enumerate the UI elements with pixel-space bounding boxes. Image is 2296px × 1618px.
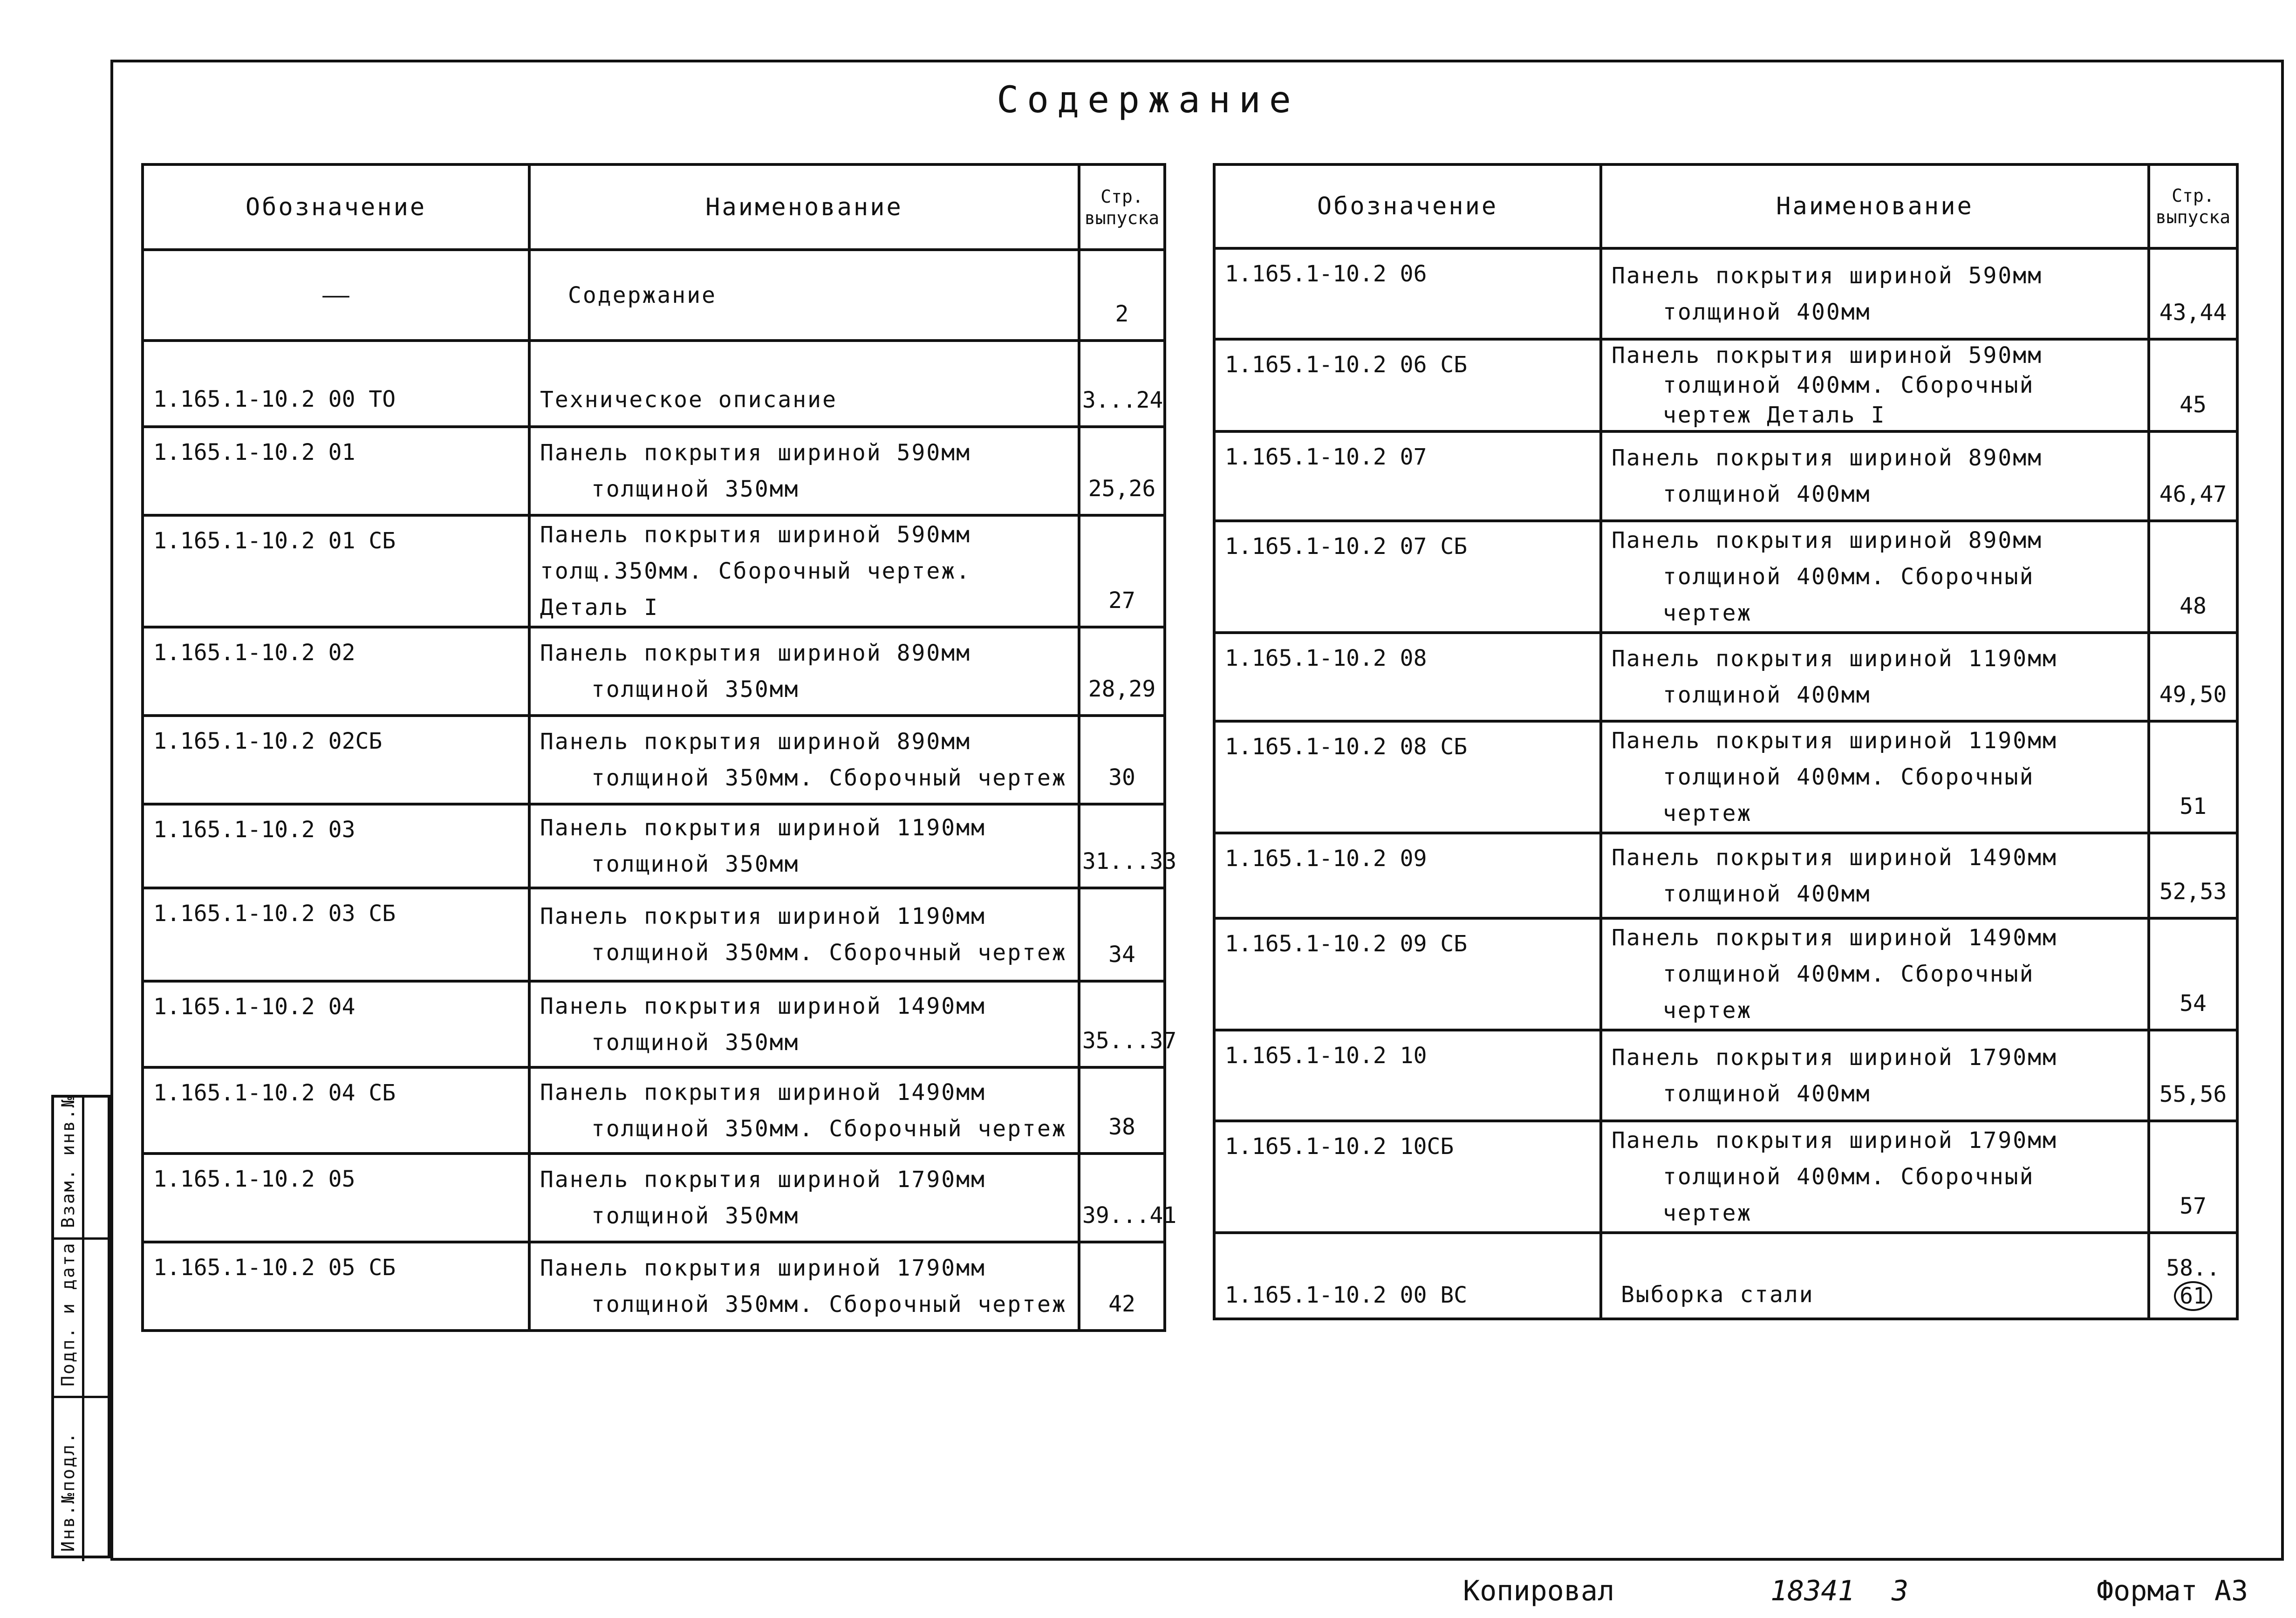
row-name [529,627,1079,716]
table-row [1214,339,2237,431]
table-row [143,341,1165,427]
row-name [1601,833,2149,918]
header-designation: Обозначение [143,164,529,250]
row-code: 1.165.1-10.2 01 [143,427,529,515]
row-code: 1.165.1-10.2 02СБ [143,716,529,804]
header-designation: Обозначение [1214,164,1601,248]
row-name-line2: толщиной 400мм [1663,682,1871,708]
row-name-line1: Техническое описание [540,387,837,413]
row-code: 1.165.1-10.2 05 [143,1154,529,1242]
row-name-line2: толщиной 400мм [1663,881,1871,907]
row-code: 1.165.1-10.2 09 [1214,833,1601,918]
table-row [143,1067,1165,1154]
table-row [143,1242,1165,1331]
row-name-line1: Панель покрытия шириной 890мм [1612,527,2043,553]
side-stamp-row-divider [54,1237,113,1240]
row-name [529,341,1079,427]
row-page: 43,44 [2149,248,2237,339]
row-page: 51 [2149,721,2237,833]
row-name [529,515,1079,627]
row-code: 1.165.1-10.2 03 [143,804,529,888]
row-page: 27 [1079,515,1165,627]
row-name-line1: Панель покрытия шириной 890мм [540,640,971,666]
footer-number: 18341 [1770,1575,1855,1607]
row-name-line2: толщиной 350мм [591,1029,800,1056]
row-name [529,1154,1079,1242]
row-name-line1: Панель покрытия шириной 1790мм [540,1167,986,1193]
contents-table-left [141,163,1177,1332]
row-code: 1.165.1-10.2 07 СБ [1214,521,1601,633]
row-name-line1: Панель покрытия шириной 890мм [1612,445,2043,471]
row-page: 28,29 [1079,627,1165,716]
header-page: Стр. выпуска [2149,164,2237,248]
table-row [1214,1030,2237,1121]
table-row [143,981,1165,1067]
row-code: 1.165.1-10.2 08 СБ [1214,721,1601,833]
row-page: 31...33 [1079,804,1165,888]
row-code: 1.165.1-10.2 06 [1214,248,1601,339]
row-page: 2 [1079,250,1165,341]
row-name [1601,633,2149,721]
table-row [1214,721,2237,833]
row-name-line2: толщиной 350мм [591,676,800,703]
row-name-line2: толщиной 400мм [1663,1080,1871,1107]
table-row [143,1154,1165,1242]
footer-sheet: 3 [1892,1575,1909,1607]
row-name-line1: Панель покрытия шириной 1490мм [540,1079,986,1106]
side-stamp-row-divider [54,1396,113,1398]
row-name-line1: Панель покрытия шириной 1190мм [1612,646,2057,672]
row-name-line1: Выборка стали [1621,1282,1814,1308]
table-row [143,515,1165,627]
row-code: 1.165.1-10.2 08 [1214,633,1601,721]
row-name-line2: толщиной 400мм [1663,299,1871,325]
header-name: Наименование [529,164,1079,250]
row-name [529,981,1079,1067]
row-name [1601,248,2149,339]
row-name [529,250,1079,341]
row-code: 1.165.1-10.2 09 СБ [1214,918,1601,1030]
row-name [529,716,1079,804]
row-code: 1.165.1-10.2 03 СБ [143,888,529,981]
table-row [143,888,1165,981]
row-name-line2: толщиной 350мм. Сборочный чертеж [591,1291,1067,1318]
contents-table-right [1213,163,2239,1320]
row-name-line2: толщ.350мм. Сборочный чертеж. Деталь I [540,558,971,621]
row-code: 1.165.1-10.2 02 [143,627,529,716]
row-page: 30 [1079,716,1165,804]
row-code: 1.165.1-10.2 06 СБ [1214,339,1601,431]
table-row [1214,248,2237,339]
side-stamp-inv: Инв.№подл. [58,1431,78,1552]
row-name [529,804,1079,888]
row-name [1601,521,2149,633]
row-code: 1.165.1-10.2 05 СБ [143,1242,529,1331]
table-row [1214,1121,2237,1233]
row-page: 35...37 [1079,981,1165,1067]
row-code: 1.165.1-10.2 00 ТО [143,341,529,427]
row-name-line1: Панель покрытия шириной 1190мм [1612,728,2057,754]
page-title: Содержание [997,79,1299,121]
row-name-line1: Панель покрытия шириной 1490мм [1612,844,2057,871]
table-row [143,250,1165,341]
row-name [1601,431,2149,521]
row-page [2149,1233,2237,1319]
row-name-line1: Панель покрытия шириной 590мм [540,440,971,466]
row-page-text: 58.. [2166,1255,2220,1281]
row-name-line2: толщиной 350мм [591,851,800,877]
row-name [1601,721,2149,833]
footer-copied: Копировал [1463,1575,1615,1607]
table-row [1214,918,2237,1030]
row-name-line2: толщиной 400мм. Сборочный чертеж [1663,564,2035,626]
side-stamp-divider [82,1098,84,1561]
circled-page-number: 61 [2174,1281,2212,1311]
row-name-line1: Панель покрытия шириной 1190мм [540,815,986,841]
row-page: 3...24 [1079,341,1165,427]
row-name [1601,1121,2149,1233]
row-name [1601,1233,2149,1319]
row-name-line2: толщиной 350мм. Сборочный чертеж [591,940,1067,966]
table-row [1214,1233,2237,1319]
row-name [529,1242,1079,1331]
row-code: 1.165.1-10.2 07 [1214,431,1601,521]
row-page: 54 [2149,918,2237,1030]
row-name [1601,339,2149,431]
row-name-line2: толщиной 400мм. Сборочный чертеж Деталь I [1663,372,2035,428]
table-row [1214,521,2237,633]
row-name-line1: Содержание [568,282,717,308]
header-name: Наименование [1601,164,2149,248]
side-stamp-vzam: Взам. инв.№ [58,1095,78,1228]
table-row [1214,633,2237,721]
row-name-line1: Панель покрытия шириной 1790мм [540,1255,986,1281]
side-stamp-podp: Подп. и дата [58,1242,78,1386]
row-code: 1.165.1-10.2 01 СБ [143,515,529,627]
table-row [143,627,1165,716]
table-row [143,716,1165,804]
row-page: 46,47 [2149,431,2237,521]
row-page: 39...41 [1079,1154,1165,1242]
row-page: 49,50 [2149,633,2237,721]
row-page: 52,53 [2149,833,2237,918]
row-code: 1.165.1-10.2 00 ВС [1214,1233,1601,1319]
row-name-line2: толщиной 400мм. Сборочный чертеж [1663,961,2035,1024]
row-name-line1: Панель покрытия шириной 1790мм [1612,1127,2057,1154]
row-code: 1.165.1-10.2 04 [143,981,529,1067]
row-name-line2: толщиной 350мм. Сборочный чертеж [591,1115,1067,1142]
row-name-line1: Панель покрытия шириной 1490мм [540,993,986,1019]
row-name [1601,918,2149,1030]
row-name-line1: Панель покрытия шириной 1790мм [1612,1044,2057,1071]
row-code: 1.165.1-10.2 04 СБ [143,1067,529,1154]
row-name [1601,1030,2149,1121]
row-code: 1.165.1-10.2 10 [1214,1030,1601,1121]
table-row [1214,833,2237,918]
header-page: Стр. выпуска [1079,164,1165,250]
row-page: 55,56 [2149,1030,2237,1121]
row-name-line2: толщиной 400мм. Сборочный чертеж [1663,1164,2035,1226]
row-name [529,888,1079,981]
row-name-line1: Панель покрытия шириной 590мм [540,522,971,548]
row-name [529,427,1079,515]
row-name-line1: Панель покрытия шириной 590мм [1612,342,2043,369]
row-page: 34 [1079,888,1165,981]
row-name [529,1067,1079,1154]
row-name-line1: Панель покрытия шириной 1490мм [1612,925,2057,951]
row-name-line2: толщиной 400мм. Сборочный чертеж [1663,764,2035,826]
row-name-line2: толщиной 350мм [591,1203,800,1229]
table-row [1214,431,2237,521]
table-row [143,427,1165,515]
row-page: 25,26 [1079,427,1165,515]
row-code: 1.165.1-10.2 10СБ [1214,1121,1601,1233]
row-name-line1: Панель покрытия шириной 1190мм [540,903,986,929]
row-page: 57 [2149,1121,2237,1233]
row-code: —— [143,250,529,341]
table-row [143,804,1165,888]
row-name-line2: толщиной 350мм. Сборочный чертеж [591,765,1067,791]
row-page: 48 [2149,521,2237,633]
row-page: 38 [1079,1067,1165,1154]
row-name-line1: Панель покрытия шириной 890мм [540,729,971,755]
row-name-line1: Панель покрытия шириной 590мм [1612,262,2043,289]
row-name-line2: толщиной 350мм [591,476,800,502]
side-stamp [51,1095,110,1558]
row-name-line2: толщиной 400мм [1663,481,1871,507]
row-page: 42 [1079,1242,1165,1331]
footer-format: Формат А3 [2097,1575,2248,1607]
row-page: 45 [2149,339,2237,431]
